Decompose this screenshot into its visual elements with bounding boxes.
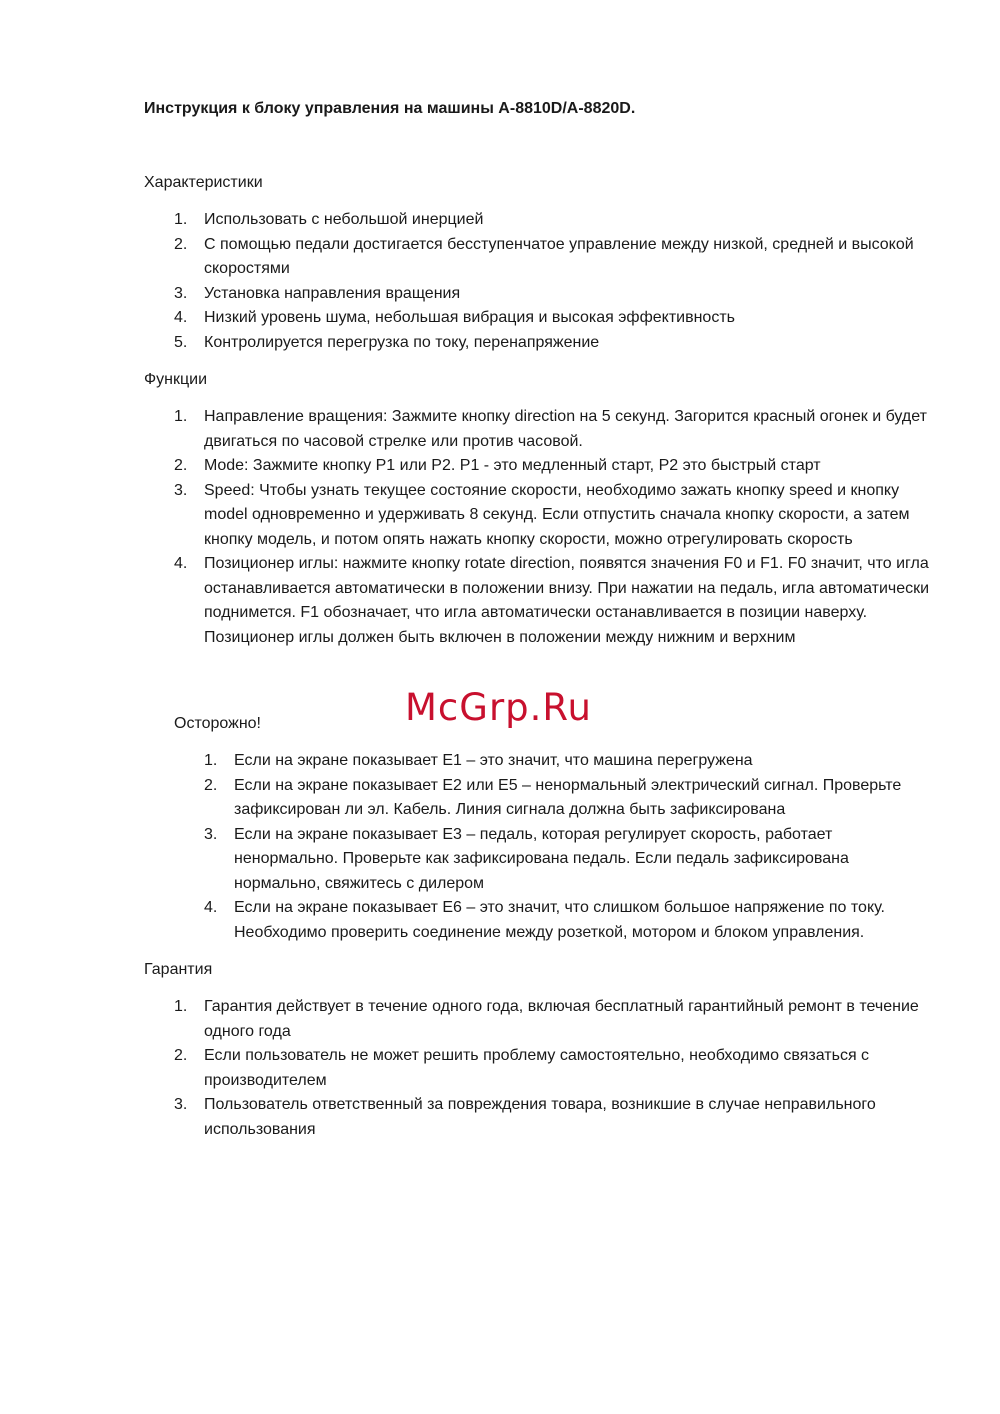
list-item-number: 2. [174, 1047, 188, 1064]
list-item-number: 2. [204, 776, 218, 794]
section-heading-functions: Функции [144, 371, 208, 388]
list-item-number: 4. [204, 899, 218, 916]
list-item-number: 2. [174, 457, 188, 474]
list-item-text: Использовать с небольшой инерцией [204, 211, 484, 228]
list-item [144, 454, 934, 479]
list-item-text: Установка направления вращения [204, 284, 461, 302]
list-item-number: 3. [174, 481, 188, 499]
list-item-number: 3. [174, 1096, 188, 1113]
section-heading-warranty: Гарантия [144, 961, 213, 978]
list-item-text: Mode: Зажмите кнопку P1 или P2. P1 - это медленный старт, P2 это быстрый старт [204, 457, 821, 474]
list-item [144, 552, 934, 650]
list-item [174, 823, 934, 897]
list-item [174, 774, 934, 823]
list-item-text: Позиционер иглы: нажмите кнопку rotate direction, появятся значения F0 и F1. F0 значит, что игла останавливается автоматически в положении внизу. При нажатии на педаль, игла автоматически поднимется. F1 обозначает, что игла автоматически останавливается в позиции наверху. Позиционер иглы должен быть включен в положении между нижним и верхним [204, 555, 930, 646]
list-item-text: Если на экране показывает Е2 или Е5 – ненормальный электрический сигнал. Проверьте зафиксирован ли эл. Кабель. Линия сигнала должна быть зафиксирована [234, 776, 902, 818]
list-item-text: С помощью педали достигается бесступенчатое управление между низкой, средней и высокой скоростями [204, 235, 914, 277]
list-item-text: Если на экране показывает Е3 – педаль, которая регулирует скорость, работает ненормально. Проверьте как зафиксирована педаль. Если педаль зафиксирована нормально, свяжитесь с дилером [234, 825, 849, 892]
list-item [144, 233, 934, 282]
list-item-text: Низкий уровень шума, небольшая вибрация и высокая эффективность [204, 309, 735, 326]
list-item-number: 1. [174, 211, 188, 228]
list-item-text: Если пользователь не может решить проблему самостоятельно, необходимо связаться с производителем [204, 1047, 870, 1089]
document-title: Инструкция к блоку управления на машины А-8810D/A-8820D. [144, 100, 636, 117]
list-item-number: 1. [174, 998, 188, 1015]
list-item-text: Speed: Чтобы узнать текущее состояние скорости, необходимо зажать кнопку speed и кнопку model одновременно и удерживать 8 секунд. Если отпустить сначала кнопку скорости, а затем кнопку модель, и потом опять нажать кнопку скорости, можно отрегулировать скорость [204, 481, 910, 548]
section-heading-characteristics: Характеристики [144, 174, 263, 191]
list-item [174, 896, 934, 945]
list-item [144, 208, 934, 233]
warranty-list [144, 995, 934, 1142]
list-item-number: 4. [174, 555, 188, 572]
list-item-number: 1. [204, 752, 218, 769]
list-item-text: Направление вращения: Зажмите кнопку direction на 5 секунд. Загорится красный огонек и будет двигаться по часовой стрелке или против часовой. [204, 408, 927, 450]
list-item [144, 405, 934, 454]
list-item [144, 331, 934, 356]
list-item-number: 3. [204, 825, 218, 843]
list-item [144, 282, 934, 307]
list-item [174, 749, 934, 774]
list-item-number: 4. [174, 309, 188, 326]
functions-list [144, 405, 934, 650]
list-item-text: Контролируется перегрузка по току, перенапряжение [204, 333, 600, 351]
list-item-number: 1. [174, 408, 188, 425]
characteristics-list [144, 208, 934, 355]
list-item [144, 479, 934, 553]
list-item-number: 2. [174, 235, 188, 253]
list-item-text: Пользователь ответственный за повреждения товара, возникшие в случае неправильного использования [204, 1096, 876, 1138]
watermark: McGrp.Ru [405, 686, 592, 729]
list-item [144, 1044, 934, 1093]
list-item-number: 3. [174, 284, 188, 302]
list-item-text: Если на экране показывает Е6 – это значит, что слишком большое напряжение по току. Необходимо проверить соединение между розеткой, мотором и блоком управления. [234, 899, 885, 941]
list-item-text: Гарантия действует в течение одного года, включая бесплатный гарантийный ремонт в течение одного года [204, 998, 919, 1040]
list-item-text: Если на экране показывает Е1 – это значит, что машина перегружена [234, 752, 753, 769]
list-item-number: 5. [174, 333, 188, 351]
list-item [144, 1093, 934, 1142]
caution-list [174, 749, 934, 945]
list-item [144, 995, 934, 1044]
section-heading-caution: Осторожно! [174, 715, 261, 732]
list-item [144, 306, 934, 331]
